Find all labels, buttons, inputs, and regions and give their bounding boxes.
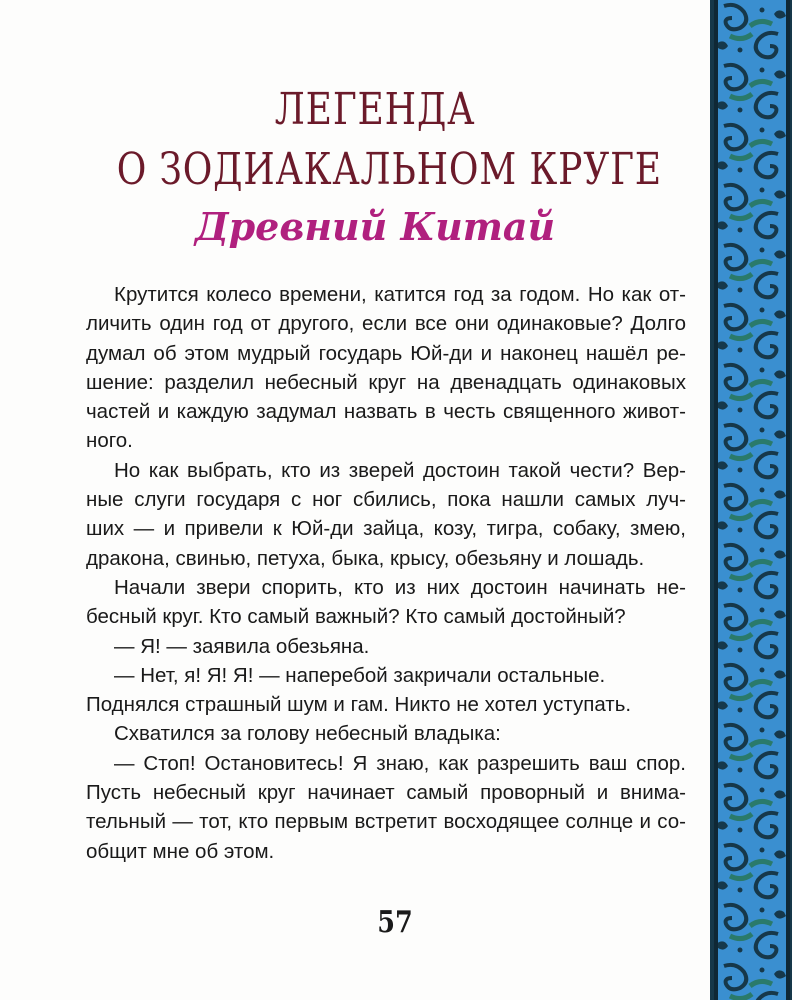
ornamental-border-icon	[710, 0, 792, 1000]
text-line: Крутится колесо времени, катится год за годом. Но как от-	[114, 283, 686, 306]
text-line: ного.	[86, 429, 133, 453]
text-line: тельный — тот, кто первым встретит восходящее солнце и со-	[86, 810, 686, 834]
text-line: Пусть небесный круг начинает самый проворный и внима-	[86, 781, 686, 805]
text-line: — Нет, я! Я! Я! — наперебой закричали остальные.	[114, 663, 606, 687]
text-line: ших — и привели к Юй-ди зайца, козу, тигра, собаку, змею,	[86, 517, 686, 541]
text-line: шение: разделил небесный круг на двенадцать одинаковых	[86, 370, 686, 394]
text-line: Но как выбрать, кто из зверей достоин такой чести? Вер-	[114, 458, 686, 482]
text-line: общит мне об этом.	[86, 839, 275, 863]
text-line: ные слуги государя с ног сбились, пока нашли самых луч-	[86, 488, 686, 512]
text-line: — Я! — заявила обезьяна.	[114, 634, 370, 658]
page-number: 57	[377, 905, 413, 940]
subtitle: Древний Китай	[194, 204, 556, 249]
text-line: бесный круг. Кто самый важный? Кто самый достойный?	[86, 605, 626, 629]
story-text	[86, 280, 686, 866]
text-line: думал об этом мудрый государь Юй-ди и наконец нашёл ре-	[86, 341, 686, 365]
title-line-1: ЛЕГЕНДА	[274, 84, 476, 135]
title-line-2: О ЗОДИАКАЛЬНОМ КРУГЕ	[116, 144, 662, 195]
text-line: личить один год от другого, если все они одинаковые? Долго	[86, 312, 686, 336]
text-line: Поднялся страшный шум и гам. Никто не хотел уступать.	[86, 693, 632, 717]
text-line: — Стоп! Остановитесь! Я знаю, как разрешить ваш спор.	[114, 751, 686, 775]
text-line: Схватился за голову небесный владыка:	[114, 722, 501, 746]
text-line: дракона, свинью, петуха, быка, крысу, обезьяну и лошадь.	[86, 546, 645, 570]
text-line: частей и каждую задумал назвать в честь священного живот-	[86, 400, 686, 424]
text-line: Начали звери спорить, кто из них достоин начинать не-	[114, 575, 686, 599]
